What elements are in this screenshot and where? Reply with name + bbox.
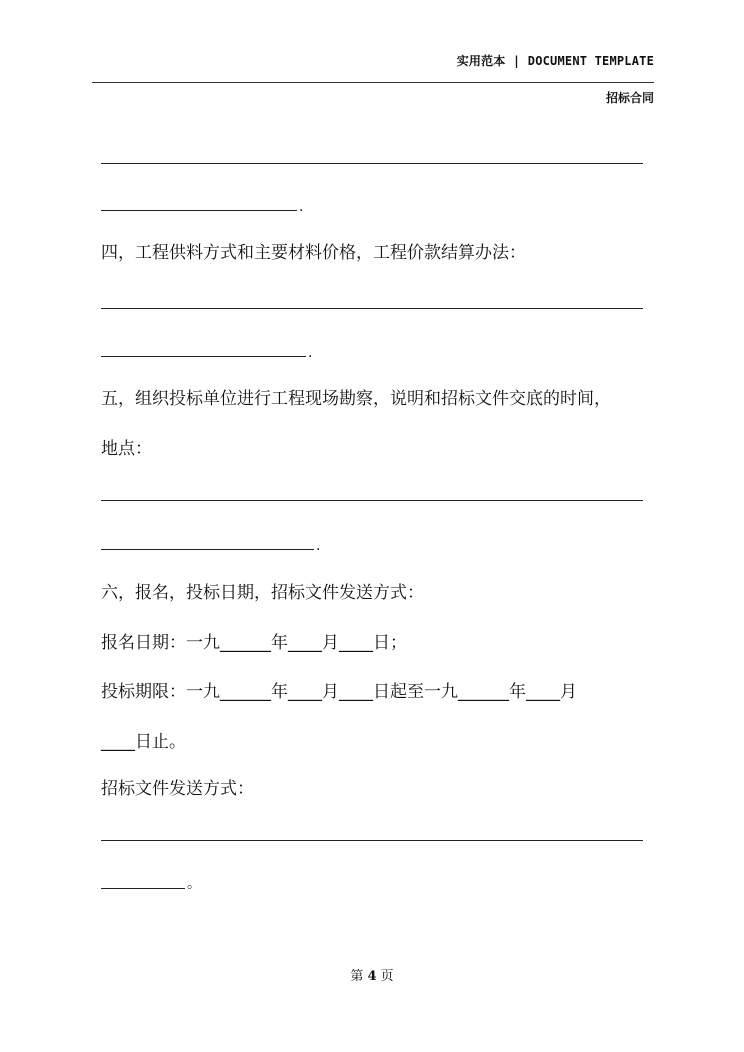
document-header-subtitle: 招标合同 <box>605 91 654 105</box>
fill-blank-line <box>101 210 297 211</box>
blank-end-period: . <box>308 345 313 361</box>
send-method-label: 招标文件发送方式： <box>101 779 254 799</box>
section-5-heading: 五，组织投标单位进行工程现场勘察，说明和招标文件交底的时间， <box>101 389 611 409</box>
bid-period-line-cont: ____日止。 <box>101 732 186 752</box>
fill-blank-line <box>101 163 643 164</box>
fill-blank-line <box>101 356 306 357</box>
section-4-heading: 四，工程供料方式和主要材料价格，工程价款结算办法： <box>101 243 526 263</box>
blank-end-period: . <box>316 538 321 554</box>
section-6-heading: 六，报名，投标日期，招标文件发送方式： <box>101 583 424 603</box>
header-divider <box>92 82 654 83</box>
signup-date-line: 报名日期：一九______年____月____日； <box>101 633 407 653</box>
section-5-heading-cont: 地点： <box>101 439 152 459</box>
document-header-title: 实用范本 | DOCUMENT TEMPLATE <box>456 54 654 68</box>
blank-end-period: . <box>299 199 304 215</box>
fill-blank-line <box>101 500 643 501</box>
page-suffix: 页 <box>380 969 394 984</box>
page-number-footer <box>0 965 744 984</box>
fill-blank-line <box>101 840 643 841</box>
fill-blank-line <box>101 549 314 550</box>
page-number: 4 <box>367 969 377 984</box>
blank-end-full-stop: 。 <box>187 876 201 892</box>
bid-period-line: 投标期限：一九______年____月____日起至一九______年____月 <box>101 682 577 702</box>
fill-blank-line <box>101 308 643 309</box>
fill-blank-line <box>101 888 185 889</box>
page-prefix: 第 <box>350 969 364 984</box>
